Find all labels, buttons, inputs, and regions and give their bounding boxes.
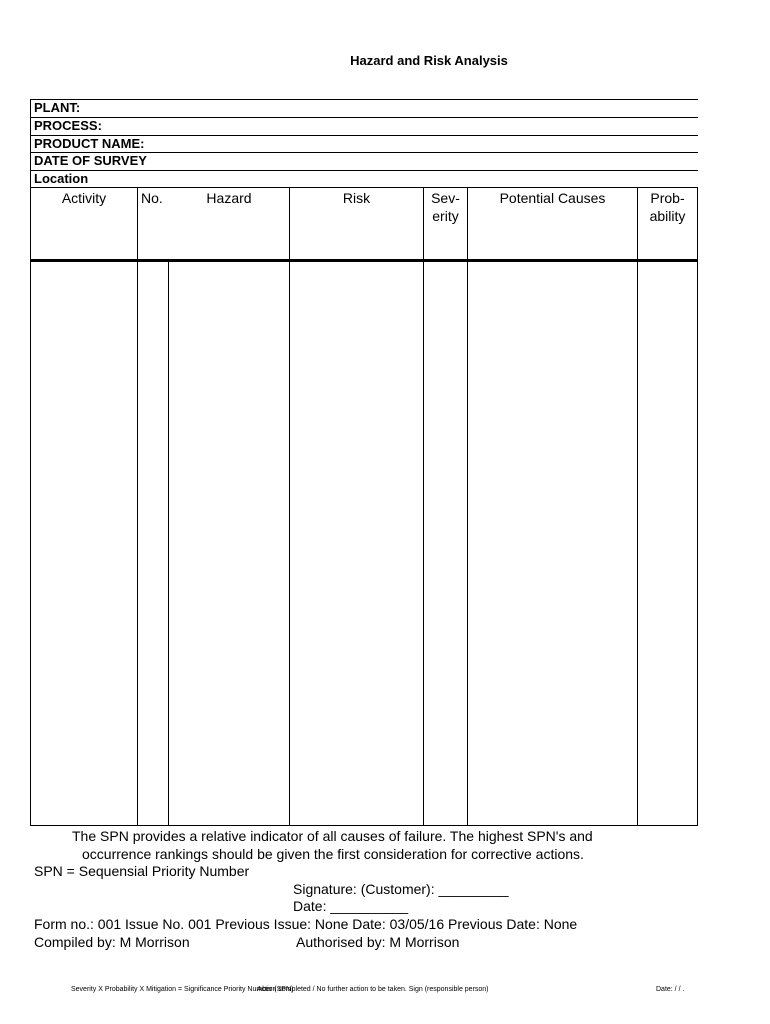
severity-line-2: erity — [432, 208, 459, 224]
process-label: PROCESS: — [34, 118, 102, 133]
column-header-probability — [638, 189, 697, 225]
header-rule — [30, 117, 698, 118]
column-divider — [137, 187, 138, 826]
table-border-bottom — [30, 825, 698, 826]
spn-definition: SPN = Sequensial Priority Number — [34, 863, 250, 879]
column-header-potential-causes: Potential Causes — [499, 190, 606, 206]
page-title: Hazard and Risk Analysis — [350, 53, 508, 68]
column-header-no: No. — [141, 190, 163, 206]
severity-line-1: Sev- — [431, 190, 460, 206]
column-header-severity — [424, 189, 467, 225]
table-border-right — [697, 187, 698, 826]
header-rule — [30, 170, 698, 171]
column-divider — [289, 187, 290, 826]
column-header-activity: Activity — [61, 190, 107, 206]
header-rule — [30, 187, 698, 188]
compiled-by: Compiled by: M Morrison — [34, 934, 190, 950]
probability-line-1: Prob- — [650, 190, 685, 206]
column-divider — [423, 187, 424, 826]
authorised-by: Authorised by: M Morrison — [296, 934, 460, 950]
probability-line-2: ability — [649, 208, 686, 224]
column-divider — [168, 262, 169, 826]
header-rule — [30, 99, 698, 100]
column-divider — [637, 187, 638, 826]
table-border-left — [30, 100, 31, 826]
signature-date: Date: __________ — [293, 898, 409, 914]
column-divider — [467, 187, 468, 826]
header-separator — [30, 259, 698, 262]
customer-signature: Signature: (Customer): _________ — [293, 881, 509, 897]
footer-spn-formula: Severity X Probability X Mitigation = Significance Priority Number (SPN) — [71, 986, 294, 993]
spn-note-line-2: occurrence rankings should be given the first consideration for corrective actions. — [82, 846, 584, 862]
location-label: Location — [34, 171, 89, 186]
column-header-hazard: Hazard — [206, 190, 252, 206]
plant-label: PLANT: — [34, 100, 81, 115]
column-header-risk: Risk — [342, 190, 371, 206]
date-of-survey-label: DATE OF SURVEY — [34, 153, 147, 168]
form-info: Form no.: 001 Issue No. 001 Previous Issue: None Date: 03/05/16 Previous Date: None — [34, 916, 578, 932]
product-name-label: PRODUCT NAME: — [34, 136, 145, 151]
footer-date: Date: / / . — [656, 986, 685, 993]
spn-note-line-1: The SPN provides a relative indicator of all causes of failure. The highest SPN's and — [72, 828, 593, 844]
footer-action-note: Action completed / No further action to be taken. Sign (responsible person) — [257, 986, 489, 993]
